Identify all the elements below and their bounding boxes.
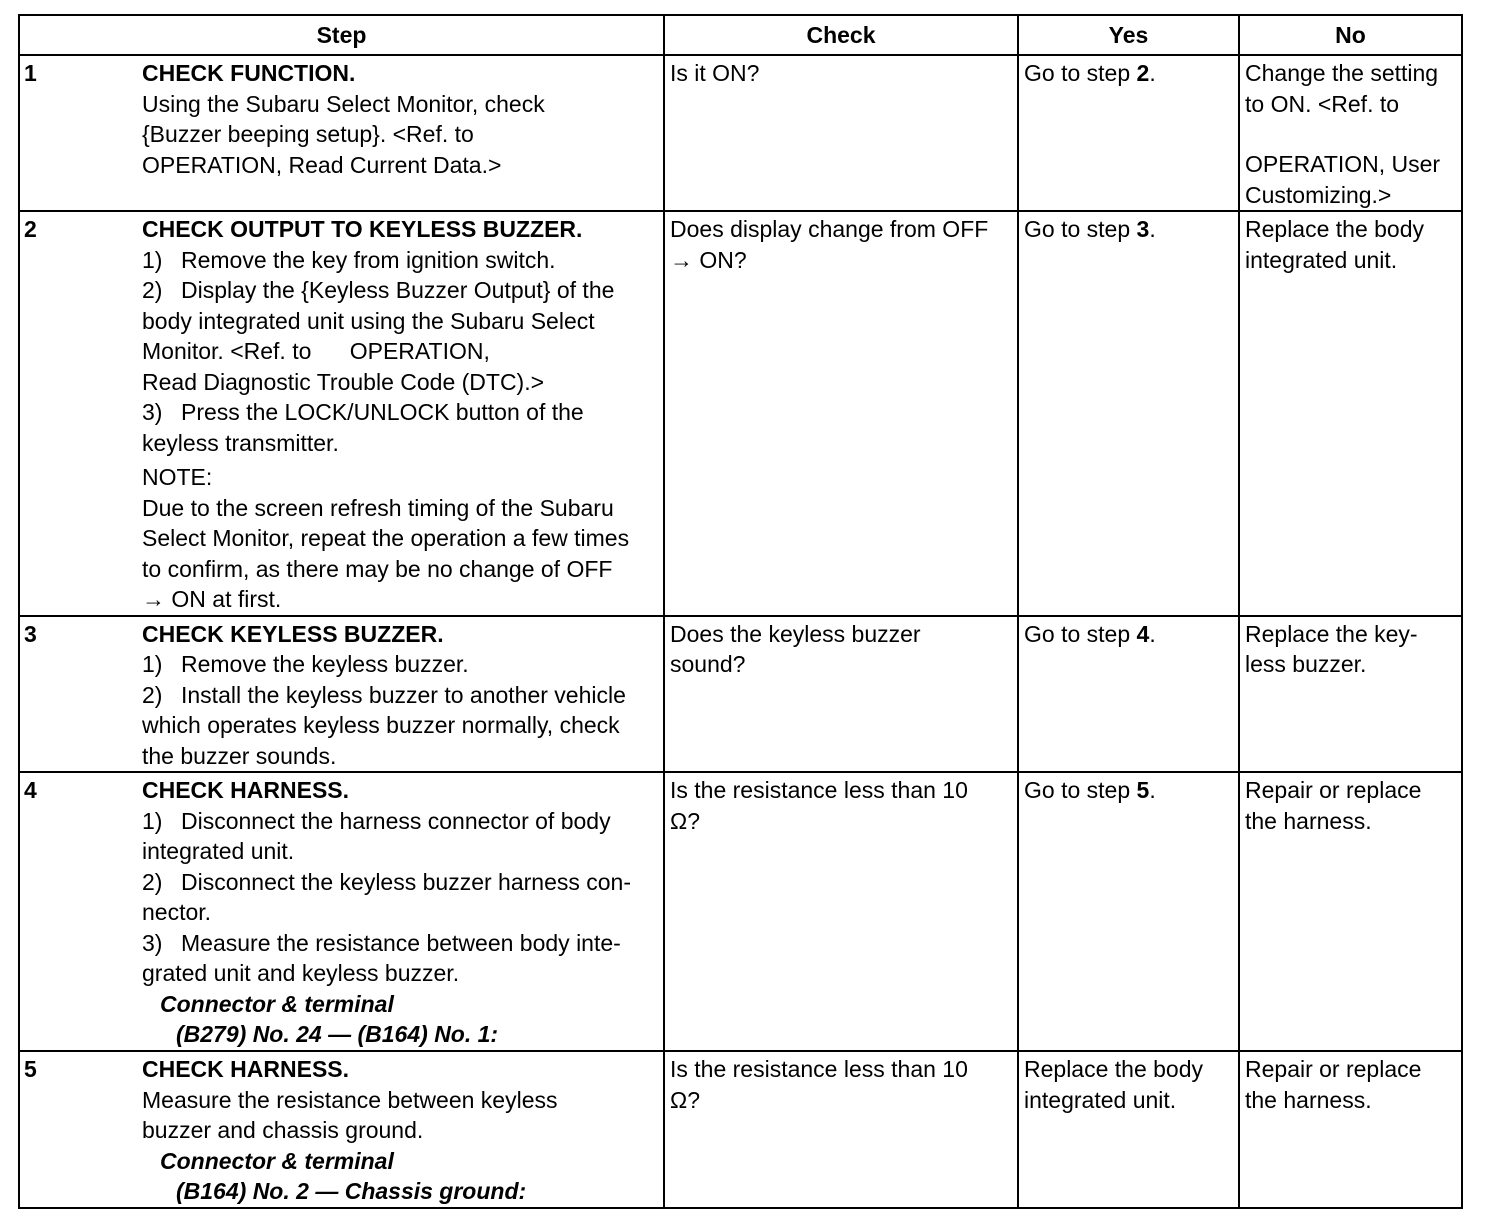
yes-text: Go to step [1024,216,1137,242]
substep-number: 3) [142,399,163,425]
check-text: sound? [670,651,746,677]
yes-suffix: . [1149,60,1156,86]
substep-number: 1) [142,651,163,677]
step-text: integrated unit. [142,838,295,864]
step-number: 4 [24,777,37,803]
step-text: Monitor. <Ref. to OPERATION, [142,338,490,364]
check-cell [664,772,1018,1051]
table-row [19,55,1462,211]
yes-step-ref: 4 [1136,620,1150,647]
step-text: grated unit and keyless buzzer. [142,960,460,986]
yes-cell [1018,1051,1239,1208]
connector-value: (B164) No. 2 — Chassis ground: [176,1178,527,1204]
step-cell [19,772,664,1051]
check-text: Is the resistance less than 10 [670,777,968,803]
no-text: Repair or replace [1245,777,1422,803]
table-row [19,1051,1462,1208]
yes-cell [1018,55,1239,211]
no-text: Replace the body [1245,216,1425,242]
yes-suffix: . [1149,216,1156,242]
check-text: Does the keyless buzzer [670,620,921,647]
step-cell [19,616,664,773]
step-text: nector. [142,899,212,925]
check-cell [664,1051,1018,1208]
check-text: → ON? [670,246,747,273]
step-body [142,214,659,615]
no-cell [1239,1051,1462,1208]
substep [142,245,659,276]
yes-cell [1018,772,1239,1051]
no-text: Repair or replace [1245,1056,1422,1082]
no-cell [1239,211,1462,616]
yes-cell [1018,211,1239,616]
note-text: Select Monitor, repeat the operation a few times [142,525,630,551]
step-title: CHECK KEYLESS BUZZER. [142,620,444,647]
step-cell [19,55,664,211]
substep [142,867,659,898]
substep [142,680,659,711]
step-number: 3 [24,620,37,647]
check-text: Ω? [670,807,700,834]
yes-text: integrated unit. [1024,1086,1177,1113]
substep-number: 2) [142,681,163,708]
table-row [19,772,1462,1051]
substep [142,649,659,680]
substep-text: Install the keyless buzzer to another vehicle [181,681,626,708]
substep [142,397,659,428]
yes-cell [1018,616,1239,773]
diagnostic-table [18,14,1463,1209]
yes-text: Go to step [1024,620,1137,647]
no-cell [1239,55,1462,211]
yes-text: Go to step [1024,60,1137,86]
no-text: Customizing.> [1245,181,1392,208]
header-step: Step [19,15,664,55]
no-cell [1239,772,1462,1051]
step-body [142,775,659,1050]
substep-text: Display the {Keyless Buzzer Output} of the [181,277,615,303]
step-text: keyless transmitter. [142,429,339,456]
check-cell [664,55,1018,211]
substep-text: Measure the resistance between body inte- [181,929,621,956]
no-text: less buzzer. [1245,651,1367,677]
step-title: CHECK OUTPUT TO KEYLESS BUZZER. [142,216,583,242]
no-text: OPERATION, User [1245,151,1441,177]
note-text: Due to the screen refresh timing of the Subaru [142,494,614,521]
step-number: 5 [24,1056,37,1082]
step-title: CHECK HARNESS. [142,777,350,803]
step-text: {Buzzer beeping setup}. <Ref. to [142,121,474,147]
step-text: the buzzer sounds. [142,742,337,769]
no-text: integrated unit. [1245,246,1398,273]
step-body [142,1054,659,1207]
step-body [142,619,659,772]
note-label: NOTE: [142,464,213,490]
step-text: OPERATION, Read Current Data.> [142,151,502,178]
yes-suffix: . [1149,777,1156,803]
substep-number: 1) [142,807,163,834]
no-text: Change the setting [1245,60,1439,86]
substep-number: 2) [142,868,163,895]
step-text: body integrated unit using the Subaru Select [142,307,595,334]
yes-step-ref: 2 [1136,60,1150,86]
yes-suffix: . [1149,620,1156,647]
substep [142,806,659,837]
step-title: CHECK FUNCTION. [142,60,356,86]
check-text: Is it ON? [670,60,760,86]
header-no: No [1239,15,1462,55]
no-text: to ON. <Ref. to [1245,90,1400,117]
header-row [19,15,1462,55]
yes-text: Replace the body [1024,1056,1204,1082]
no-text: Replace the key- [1245,620,1418,647]
no-cell [1239,616,1462,773]
step-body [142,58,659,180]
yes-step-ref: 5 [1136,777,1150,803]
substep-number: 1) [142,246,163,273]
yes-step-ref: 3 [1136,216,1150,242]
check-text: Ω? [670,1086,700,1113]
step-title: CHECK HARNESS. [142,1056,350,1082]
check-text: Does display change from OFF [670,216,989,242]
header-check: Check [664,15,1018,55]
check-text: Is the resistance less than 10 [670,1056,968,1082]
check-cell [664,211,1018,616]
no-text: the harness. [1245,807,1372,834]
yes-text: Go to step [1024,777,1137,803]
connector-value: (B279) No. 24 — (B164) No. 1: [176,1021,499,1047]
substep [142,275,659,306]
substep-text: Disconnect the harness connector of body [181,807,611,834]
note-text: → ON at first. [142,586,282,612]
step-number: 1 [24,60,37,86]
step-text: Measure the resistance between keyless [142,1086,558,1113]
step-cell [19,211,664,616]
substep-text: Disconnect the keyless buzzer harness con- [181,868,631,895]
step-text: Using the Subaru Select Monitor, check [142,90,545,117]
step-number: 2 [24,216,37,242]
no-text: the harness. [1245,1086,1372,1113]
connector-label: Connector & terminal [160,990,394,1017]
substep [142,928,659,959]
table-row [19,211,1462,616]
header-yes: Yes [1018,15,1239,55]
substep-number: 3) [142,929,163,956]
check-cell [664,616,1018,773]
step-text: Read Diagnostic Trouble Code (DTC).> [142,368,545,395]
step-cell [19,1051,664,1208]
substep-text: Remove the key from ignition switch. [181,246,556,273]
step-text: buzzer and chassis ground. [142,1117,424,1143]
substep-text: Press the LOCK/UNLOCK button of the [181,399,584,425]
step-text: which operates keyless buzzer normally, check [142,712,620,738]
note-text: to confirm, as there may be no change of OFF [142,555,613,582]
substep-text: Remove the keyless buzzer. [181,651,469,677]
table-row [19,616,1462,773]
substep-number: 2) [142,277,163,303]
connector-label: Connector & terminal [160,1147,394,1174]
